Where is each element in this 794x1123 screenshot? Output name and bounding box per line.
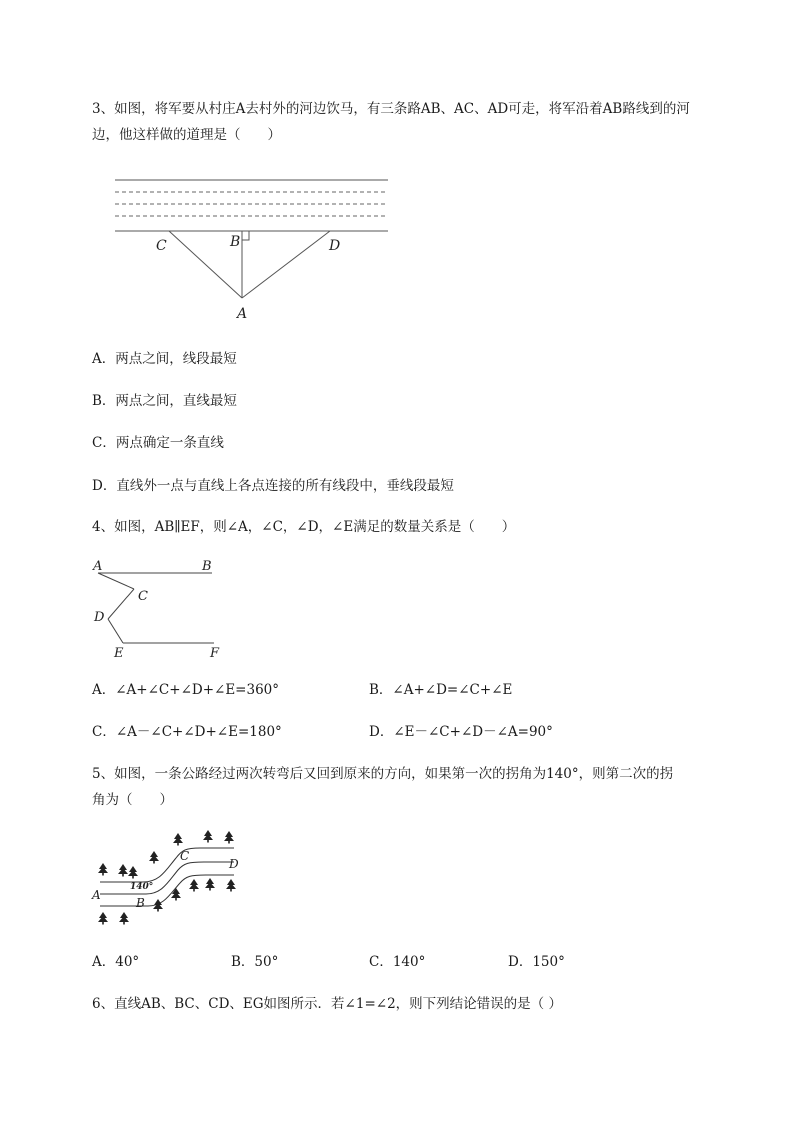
q4-option-d: D．∠E－∠C+∠D－∠A=90°	[369, 724, 553, 740]
tree-icon	[203, 830, 213, 843]
label-d: D	[229, 857, 239, 871]
q3-option-d: D．直线外一点与直线上各点连接的所有线段中，垂线段最短	[92, 478, 454, 494]
road-edge-bottom	[100, 875, 234, 906]
angle-label: 140°	[130, 882, 154, 892]
label-b: B	[136, 896, 145, 910]
right-angle-mark	[242, 231, 249, 240]
q3-stem-line2: 边，他这样做的道理是（ ）	[92, 127, 281, 143]
tree-icon	[119, 912, 129, 925]
label-a: A	[93, 559, 103, 574]
q5-option-b: B．50°	[231, 954, 279, 970]
tree-icon	[149, 851, 159, 864]
q3-river-figure	[110, 172, 395, 322]
tree-icon	[173, 833, 183, 846]
label-e: E	[114, 646, 124, 661]
road-center	[100, 862, 234, 894]
label-c: C	[138, 589, 148, 604]
label-b: B	[202, 559, 212, 574]
segment-cd	[108, 589, 134, 619]
tree-icon	[205, 878, 215, 891]
q5-stem-line1: 5、如图，一条公路经过两次转弯后又回到原来的方向，如果第一次的拐角为140°，则第二次的拐	[92, 766, 674, 782]
tree-icon	[226, 879, 236, 892]
tree-icon	[224, 831, 234, 844]
road-edge-top	[100, 848, 234, 882]
q4-parallel-figure	[88, 556, 228, 662]
segment-ac	[98, 573, 134, 589]
q5-road-figure	[88, 826, 248, 932]
q3-option-a: A．两点之间，线段最短	[92, 351, 237, 367]
tree-icon	[118, 864, 128, 877]
label-a: A	[237, 306, 248, 322]
segment-ad	[242, 231, 330, 298]
q5-stem-line2: 角为（ ）	[92, 792, 173, 808]
q4-option-a: A．∠A+∠C+∠D+∠E=360°	[92, 682, 280, 698]
q5-option-c: C．140°	[369, 954, 426, 970]
q5-option-d: D．150°	[508, 954, 565, 970]
tree-icon	[98, 863, 108, 876]
q4-option-b: B．∠A+∠D=∠C+∠E	[369, 682, 513, 698]
label-d: D	[329, 238, 341, 254]
q4-option-c: C．∠A－∠C+∠D+∠E=180°	[92, 724, 282, 740]
label-c: C	[180, 849, 190, 863]
segment-de	[108, 619, 123, 643]
label-a: A	[92, 888, 101, 902]
label-d: D	[94, 610, 105, 625]
q5-option-a: A．40°	[92, 954, 140, 970]
q3-option-b: B．两点之间，直线最短	[92, 393, 237, 409]
tree-icon	[128, 866, 138, 879]
label-b: B	[230, 234, 241, 250]
q3-option-c: C．两点确定一条直线	[92, 435, 224, 451]
label-f: F	[210, 646, 220, 661]
tree-icon	[171, 888, 181, 901]
tree-icon	[189, 879, 199, 892]
label-c: C	[156, 238, 167, 254]
tree-icon	[98, 912, 108, 925]
q3-stem-line1: 3、如图，将军要从村庄A去村外的河边饮马，有三条路AB、AC、AD可走，将军沿着AB路线到的河	[92, 101, 690, 117]
q6-stem: 6、直线AB、BC、CD、EG如图所示．若∠1=∠2，则下列结论错误的是（ ）	[92, 996, 562, 1012]
q4-stem: 4、如图，AB∥EF，则∠A，∠C，∠D，∠E满足的数量关系是（ ）	[92, 519, 516, 535]
